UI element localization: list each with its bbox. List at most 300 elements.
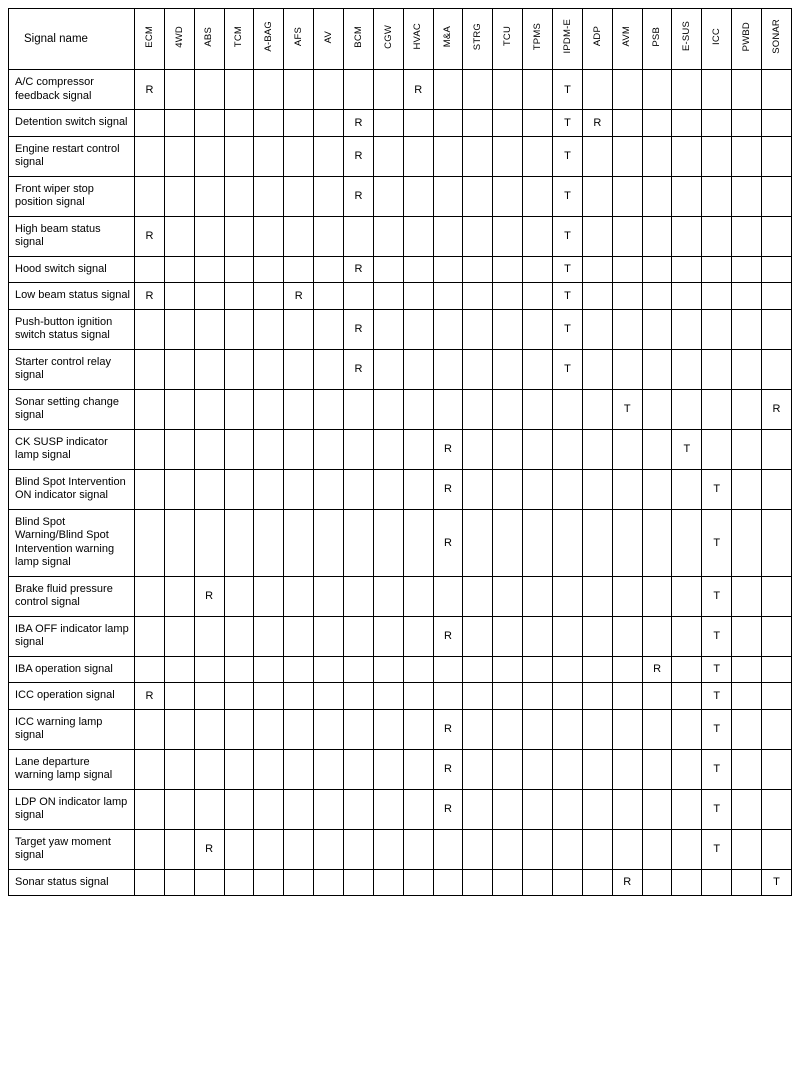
- cell-tcu: [493, 256, 523, 283]
- cell-ecm: [135, 829, 165, 869]
- cell-ipdm-e: T: [553, 349, 583, 389]
- cell-icc: [702, 176, 732, 216]
- cell-ecm: [135, 789, 165, 829]
- cell-av: [314, 683, 344, 710]
- cell-bcm: [344, 656, 374, 683]
- cell-a-bag: [254, 256, 284, 283]
- column-header-label: SONAR: [770, 19, 782, 54]
- signal-name: IBA OFF indicator lamp signal: [9, 616, 135, 656]
- cell-tpms: [523, 789, 553, 829]
- column-header-label: ECM: [143, 25, 155, 48]
- cell-m-a: [433, 216, 463, 256]
- cell-bcm: R: [344, 136, 374, 176]
- cell-ecm: R: [135, 216, 165, 256]
- cell-tcm: [224, 136, 254, 176]
- cell-afs: [284, 749, 314, 789]
- cell-icc: [702, 283, 732, 310]
- cell-sonar: [762, 309, 792, 349]
- cell-m-a: [433, 176, 463, 216]
- cell-a-bag: [254, 309, 284, 349]
- cell-pwbd: [732, 469, 762, 509]
- cell-bcm: R: [344, 309, 374, 349]
- cell-adp: [582, 176, 612, 216]
- cell-adp: [582, 256, 612, 283]
- cell-abs: [194, 309, 224, 349]
- cell-ecm: [135, 616, 165, 656]
- cell-afs: [284, 309, 314, 349]
- cell-e-sus: [672, 683, 702, 710]
- cell-psb: [642, 283, 672, 310]
- cell-afs: [284, 829, 314, 869]
- cell-abs: [194, 616, 224, 656]
- cell-icc: T: [702, 749, 732, 789]
- cell-av: [314, 389, 344, 429]
- cell-avm: R: [612, 869, 642, 896]
- cell-tcm: [224, 70, 254, 110]
- cell-a-bag: [254, 829, 284, 869]
- cell-ipdm-e: [553, 616, 583, 656]
- cell-adp: [582, 70, 612, 110]
- cell-bcm: [344, 509, 374, 576]
- column-header-adp: [582, 9, 612, 70]
- cell-bcm: R: [344, 176, 374, 216]
- cell-ecm: [135, 469, 165, 509]
- cell-cgw: [373, 869, 403, 896]
- cell-sonar: [762, 469, 792, 509]
- cell-tcm: [224, 749, 254, 789]
- cell-a-bag: [254, 176, 284, 216]
- cell-hvac: [403, 789, 433, 829]
- cell-abs: [194, 749, 224, 789]
- signal-name: ICC operation signal: [9, 683, 135, 710]
- cell-abs: [194, 509, 224, 576]
- cell-afs: [284, 709, 314, 749]
- cell-afs: [284, 576, 314, 616]
- cell-4wd: [164, 749, 194, 789]
- signal-row: [9, 683, 792, 710]
- cell-m-a: [433, 349, 463, 389]
- cell-strg: [463, 709, 493, 749]
- cell-afs: [284, 616, 314, 656]
- cell-psb: [642, 176, 672, 216]
- cell-tcu: [493, 469, 523, 509]
- cell-e-sus: [672, 349, 702, 389]
- cell-a-bag: [254, 683, 284, 710]
- cell-hvac: [403, 176, 433, 216]
- cell-m-a: R: [433, 789, 463, 829]
- cell-av: [314, 576, 344, 616]
- cell-hvac: [403, 869, 433, 896]
- cell-sonar: [762, 349, 792, 389]
- cell-m-a: [433, 389, 463, 429]
- cell-ipdm-e: [553, 749, 583, 789]
- cell-icc: [702, 256, 732, 283]
- cell-avm: [612, 683, 642, 710]
- cell-av: [314, 789, 344, 829]
- cell-tpms: [523, 656, 553, 683]
- cell-bcm: [344, 469, 374, 509]
- cell-pwbd: [732, 429, 762, 469]
- cell-ecm: [135, 389, 165, 429]
- cell-hvac: [403, 349, 433, 389]
- signal-row: [9, 576, 792, 616]
- cell-tpms: [523, 216, 553, 256]
- cell-cgw: [373, 389, 403, 429]
- cell-4wd: [164, 309, 194, 349]
- cell-abs: [194, 429, 224, 469]
- cell-psb: [642, 829, 672, 869]
- cell-bcm: [344, 389, 374, 429]
- cell-av: [314, 656, 344, 683]
- cell-a-bag: [254, 616, 284, 656]
- cell-4wd: [164, 349, 194, 389]
- cell-cgw: [373, 349, 403, 389]
- column-header-label: A-BAG: [263, 21, 275, 52]
- header-row: [9, 9, 792, 70]
- cell-sonar: T: [762, 869, 792, 896]
- cell-hvac: [403, 683, 433, 710]
- cell-tcu: [493, 789, 523, 829]
- cell-psb: [642, 256, 672, 283]
- cell-4wd: [164, 70, 194, 110]
- cell-tpms: [523, 469, 553, 509]
- cell-abs: [194, 789, 224, 829]
- cell-tcu: [493, 709, 523, 749]
- signal-row: [9, 176, 792, 216]
- column-header-label: M&A: [442, 25, 454, 48]
- cell-psb: [642, 576, 672, 616]
- cell-tcu: [493, 509, 523, 576]
- cell-4wd: [164, 110, 194, 137]
- signal-name: Lane departure warning lamp signal: [9, 749, 135, 789]
- signal-row: [9, 509, 792, 576]
- cell-afs: [284, 509, 314, 576]
- cell-av: [314, 616, 344, 656]
- cell-a-bag: [254, 349, 284, 389]
- cell-tcm: [224, 709, 254, 749]
- cell-av: [314, 709, 344, 749]
- cell-sonar: [762, 709, 792, 749]
- column-header-avm: [612, 9, 642, 70]
- cell-sonar: [762, 829, 792, 869]
- cell-avm: [612, 616, 642, 656]
- cell-afs: [284, 429, 314, 469]
- cell-ecm: [135, 749, 165, 789]
- cell-pwbd: [732, 683, 762, 710]
- cell-4wd: [164, 576, 194, 616]
- cell-tcm: [224, 683, 254, 710]
- cell-bcm: [344, 70, 374, 110]
- cell-tpms: [523, 749, 553, 789]
- cell-e-sus: [672, 616, 702, 656]
- cell-m-a: [433, 256, 463, 283]
- cell-strg: [463, 509, 493, 576]
- cell-tcu: [493, 616, 523, 656]
- cell-icc: [702, 349, 732, 389]
- cell-bcm: R: [344, 110, 374, 137]
- cell-ipdm-e: T: [553, 256, 583, 283]
- cell-psb: [642, 709, 672, 749]
- cell-pwbd: [732, 309, 762, 349]
- cell-strg: [463, 309, 493, 349]
- cell-a-bag: [254, 749, 284, 789]
- cell-bcm: [344, 576, 374, 616]
- cell-abs: R: [194, 576, 224, 616]
- cell-cgw: [373, 509, 403, 576]
- cell-tcu: [493, 389, 523, 429]
- cell-adp: [582, 349, 612, 389]
- cell-ecm: [135, 509, 165, 576]
- cell-psb: [642, 309, 672, 349]
- cell-ipdm-e: [553, 683, 583, 710]
- cell-avm: [612, 576, 642, 616]
- cell-av: [314, 70, 344, 110]
- cell-adp: [582, 283, 612, 310]
- cell-adp: [582, 469, 612, 509]
- table-body: [9, 70, 792, 896]
- cell-adp: [582, 656, 612, 683]
- cell-e-sus: [672, 709, 702, 749]
- cell-sonar: [762, 789, 792, 829]
- cell-av: [314, 309, 344, 349]
- cell-4wd: [164, 709, 194, 749]
- cell-abs: [194, 656, 224, 683]
- cell-e-sus: [672, 869, 702, 896]
- cell-avm: [612, 349, 642, 389]
- cell-tcu: [493, 110, 523, 137]
- signal-row: [9, 656, 792, 683]
- cell-psb: [642, 216, 672, 256]
- cell-av: [314, 749, 344, 789]
- signal-row: [9, 136, 792, 176]
- cell-cgw: [373, 576, 403, 616]
- cell-4wd: [164, 256, 194, 283]
- column-header-label: TCM: [233, 25, 245, 48]
- cell-cgw: [373, 829, 403, 869]
- cell-hvac: [403, 283, 433, 310]
- cell-tpms: [523, 389, 553, 429]
- cell-icc: [702, 309, 732, 349]
- signal-row: [9, 789, 792, 829]
- cell-av: [314, 176, 344, 216]
- cell-4wd: [164, 509, 194, 576]
- cell-cgw: [373, 469, 403, 509]
- cell-ipdm-e: T: [553, 283, 583, 310]
- cell-tcm: [224, 309, 254, 349]
- cell-tpms: [523, 869, 553, 896]
- cell-tcm: [224, 283, 254, 310]
- cell-pwbd: [732, 256, 762, 283]
- cell-avm: [612, 509, 642, 576]
- cell-avm: [612, 749, 642, 789]
- cell-afs: [284, 656, 314, 683]
- column-header-ipdm-e: [553, 9, 583, 70]
- cell-ecm: [135, 110, 165, 137]
- cell-e-sus: [672, 789, 702, 829]
- column-header-tpms: [523, 9, 553, 70]
- cell-tcu: [493, 309, 523, 349]
- cell-abs: [194, 136, 224, 176]
- cell-adp: [582, 216, 612, 256]
- cell-cgw: [373, 683, 403, 710]
- cell-avm: [612, 709, 642, 749]
- column-header-label: TPMS: [531, 22, 543, 51]
- cell-abs: [194, 70, 224, 110]
- column-header-icc: [702, 9, 732, 70]
- cell-a-bag: [254, 70, 284, 110]
- signal-row: [9, 389, 792, 429]
- cell-pwbd: [732, 656, 762, 683]
- cell-cgw: [373, 789, 403, 829]
- cell-tcm: [224, 256, 254, 283]
- cell-abs: [194, 216, 224, 256]
- signal-row: [9, 749, 792, 789]
- cell-tcu: [493, 70, 523, 110]
- column-header-strg: [463, 9, 493, 70]
- signal-name: Push-button ignition switch status signal: [9, 309, 135, 349]
- cell-icc: T: [702, 683, 732, 710]
- cell-sonar: [762, 509, 792, 576]
- signal-name: LDP ON indicator lamp signal: [9, 789, 135, 829]
- cell-avm: [612, 789, 642, 829]
- cell-ipdm-e: T: [553, 70, 583, 110]
- cell-adp: [582, 789, 612, 829]
- cell-m-a: [433, 283, 463, 310]
- column-header-hvac: [403, 9, 433, 70]
- cell-bcm: [344, 789, 374, 829]
- column-header-afs: [284, 9, 314, 70]
- cell-e-sus: [672, 110, 702, 137]
- cell-adp: [582, 869, 612, 896]
- cell-pwbd: [732, 869, 762, 896]
- cell-hvac: [403, 429, 433, 469]
- cell-ipdm-e: [553, 576, 583, 616]
- cell-pwbd: [732, 789, 762, 829]
- cell-ecm: [135, 256, 165, 283]
- cell-a-bag: [254, 216, 284, 256]
- cell-sonar: [762, 576, 792, 616]
- cell-e-sus: [672, 70, 702, 110]
- cell-tpms: [523, 429, 553, 469]
- cell-adp: [582, 309, 612, 349]
- cell-hvac: [403, 576, 433, 616]
- cell-abs: [194, 469, 224, 509]
- cell-ipdm-e: T: [553, 110, 583, 137]
- cell-a-bag: [254, 429, 284, 469]
- cell-pwbd: [732, 389, 762, 429]
- signal-row: [9, 829, 792, 869]
- cell-avm: [612, 110, 642, 137]
- cell-afs: [284, 789, 314, 829]
- cell-av: [314, 283, 344, 310]
- column-header-label: ABS: [203, 26, 215, 47]
- cell-pwbd: [732, 216, 762, 256]
- cell-psb: [642, 469, 672, 509]
- cell-pwbd: [732, 749, 762, 789]
- cell-cgw: [373, 256, 403, 283]
- cell-icc: T: [702, 709, 732, 749]
- cell-ecm: [135, 309, 165, 349]
- cell-tcm: [224, 576, 254, 616]
- cell-tpms: [523, 616, 553, 656]
- cell-tcu: [493, 576, 523, 616]
- cell-av: [314, 469, 344, 509]
- cell-e-sus: [672, 256, 702, 283]
- signal-name: Target yaw moment signal: [9, 829, 135, 869]
- cell-psb: [642, 509, 672, 576]
- cell-a-bag: [254, 789, 284, 829]
- cell-cgw: [373, 176, 403, 216]
- cell-tcm: [224, 829, 254, 869]
- cell-psb: [642, 869, 672, 896]
- cell-hvac: [403, 709, 433, 749]
- cell-tcu: [493, 176, 523, 216]
- cell-avm: [612, 136, 642, 176]
- column-header-4wd: [164, 9, 194, 70]
- cell-pwbd: [732, 709, 762, 749]
- cell-pwbd: [732, 616, 762, 656]
- cell-psb: [642, 136, 672, 176]
- cell-strg: [463, 429, 493, 469]
- cell-tpms: [523, 283, 553, 310]
- cell-m-a: R: [433, 616, 463, 656]
- cell-av: [314, 110, 344, 137]
- cell-icc: T: [702, 616, 732, 656]
- cell-strg: [463, 70, 493, 110]
- cell-av: [314, 256, 344, 283]
- cell-tcu: [493, 136, 523, 176]
- cell-tpms: [523, 309, 553, 349]
- cell-ipdm-e: [553, 509, 583, 576]
- cell-sonar: [762, 256, 792, 283]
- cell-afs: [284, 110, 314, 137]
- cell-a-bag: [254, 656, 284, 683]
- cell-e-sus: [672, 656, 702, 683]
- cell-avm: [612, 283, 642, 310]
- cell-ipdm-e: [553, 709, 583, 749]
- cell-m-a: [433, 683, 463, 710]
- signal-name: A/C compressor feedback signal: [9, 70, 135, 110]
- cell-ecm: [135, 709, 165, 749]
- cell-ipdm-e: T: [553, 216, 583, 256]
- cell-afs: [284, 176, 314, 216]
- cell-tcm: [224, 656, 254, 683]
- signal-name: Blind Spot Warning/Blind Spot Intervention warning lamp signal: [9, 509, 135, 576]
- cell-tcm: [224, 216, 254, 256]
- cell-m-a: [433, 110, 463, 137]
- cell-pwbd: [732, 176, 762, 216]
- cell-psb: [642, 110, 672, 137]
- cell-afs: R: [284, 283, 314, 310]
- cell-strg: [463, 469, 493, 509]
- cell-ipdm-e: [553, 469, 583, 509]
- cell-hvac: [403, 256, 433, 283]
- cell-m-a: R: [433, 429, 463, 469]
- signal-name: CK SUSP indicator lamp signal: [9, 429, 135, 469]
- cell-tcu: [493, 683, 523, 710]
- cell-pwbd: [732, 110, 762, 137]
- cell-strg: [463, 110, 493, 137]
- cell-sonar: [762, 683, 792, 710]
- cell-ipdm-e: T: [553, 309, 583, 349]
- cell-afs: [284, 136, 314, 176]
- column-header-label: PSB: [651, 26, 663, 47]
- cell-strg: [463, 576, 493, 616]
- cell-cgw: [373, 429, 403, 469]
- cell-pwbd: [732, 349, 762, 389]
- cell-4wd: [164, 829, 194, 869]
- cell-ipdm-e: T: [553, 136, 583, 176]
